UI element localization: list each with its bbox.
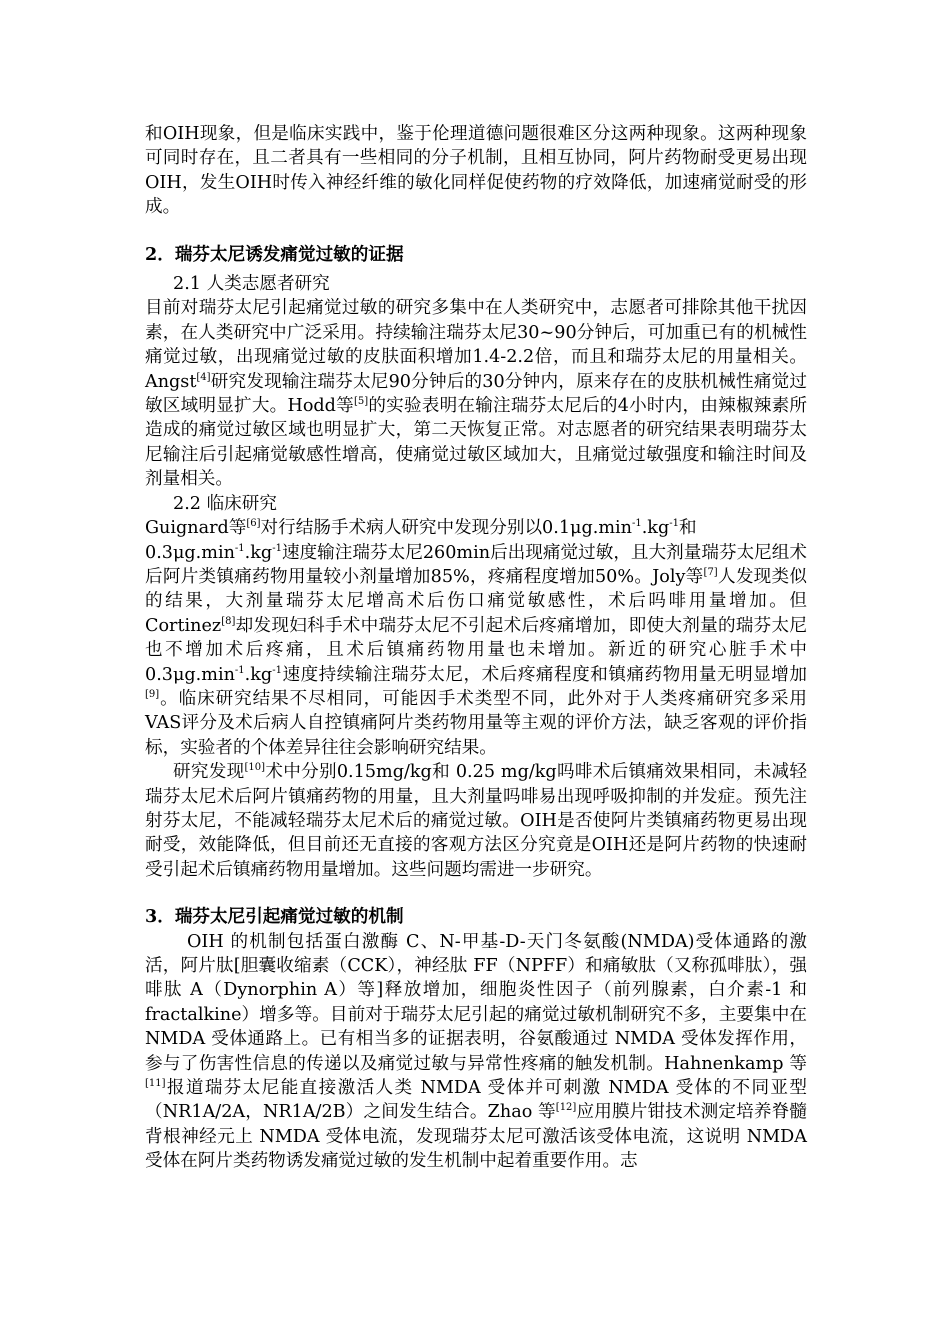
paragraph-clinical-research: Guignard等[6]对行结肠手术病人研究中发现分别以$0.1\mu g.\min^{-1}.kg^{-1}$和 $0.3\mu g.\min^{-1}.kg^{-1}$速度输注瑞芬太尼260min后出现痛觉过敏，且大剂量瑞芬太尼组术后阿片类镇痛药物用量较小剂量增加85%，疼痛程度增加50%。Joly等[7]人发现类似的结果，大剂量瑞芬太尼增高术后伤口痛觉敏感性，术后吗啡用量增加。但Cortinez[8]却发现妇科手术中瑞芬太尼不引起术后疼痛增加，即使大剂量的瑞芬太尼也不增加术后疼痛，且术后镇痛药物用量也未增加。新近的研究心脏手术中$0.3\mu g.\min^{-1}.kg^{-1}$速度持续输注瑞芬太尼，术后疼痛程度和镇痛药物用量无明显增加[9]。临床研究结果不尽相同，可能因手术类型不同，此外对于人类疼痛研究多采用VAS评分及术后病人自控镇痛阿片类药物用量等主观的评价方法，缺乏客观的评价指标，实验者的个体差异往往会影响研究结果。 [145, 518, 807, 758]
citation-8: [8] [221, 615, 236, 627]
citation-10: [10] [244, 762, 266, 774]
section-2-heading: 2．瑞芬太尼诱发痛觉过敏的证据 [145, 243, 404, 265]
paragraph-volunteer-research: 目前对瑞芬太尼引起痛觉过敏的研究多集中在人类研究中，志愿者可排除其他干扰因素，在人类研究中广泛采用。持续输注瑞芬太尼30~90分钟后，可加重已有的机械性痛觉过敏，出现痛觉过敏的皮肤面积增加1.4-2.2倍，而且和瑞芬太尼的用量相关。Angst[4]研究发现输注瑞芬太尼90分钟后的30分钟内，原来存在的皮肤机械性痛觉过敏区域明显扩大。Hodd等[5]的实验表明在输注瑞芬太尼后的4小时内，由辣椒辣素所造成的痛觉过敏区域也明显扩大，第二天恢复正常。对志愿者的研究结果表明瑞芬太尼输注后引起痛觉敏感性增高，使痛觉过敏区域加大，且痛觉过敏强度和输注时间及剂量相关。 [145, 298, 807, 490]
citation-12: [12] [555, 1102, 577, 1114]
citation-7: [7] [703, 567, 718, 579]
paragraph-mechanism: OIH 的机制包括蛋白激酶 C、N-甲基-D-天门冬氨酸(NMDA)受体通路的激活，阿片肽[胆囊收缩素（CCK），神经肽 FF（NPFF）和痛敏肽（又称孤啡肽），强啡肽 A（Dynorphin A）等]释放增加，细胞炎性因子（前列腺素，白介素-1 和 fractalkine）增多等。目前对于瑞芬太尼引起的痛觉过敏机制研究不多，主要集中在 NMDA 受体通路上。已有相当多的证据表明，谷氨酸通过 NMDA 受体发挥作用，参与了伤害性信息的传递以及痛觉过敏与异常性疼痛的触发机制。Hahnenkamp 等[11]报道瑞芬太尼能直接激活人类 NMDA 受体并可刺激 NMDA 受体的不同亚型（NR1A/2A，NR1A/2B）之间发生结合。Zhao 等[12]应用膜片钳技术测定培养脊髓背根神经元上 NMDA 受体电流，发现瑞芬太尼可激活该受体电流，这说明 NMDA 受体在阿片类药物诱发痛觉过敏的发生机制中起着重要作用。志 [145, 931, 807, 1172]
citation-4: [4] [196, 371, 211, 383]
paragraph-intro: 和OIH现象，但是临床实践中，鉴于伦理道德问题很难区分这两种现象。这两种现象可同时存在，且二者具有一些相同的分子机制，且相互协同，阿片药物耐受更易出现OIH，发生OIH时传入神经纤维的敏化同样促使药物的疗效降低，加速痛觉耐受的形成。 [145, 124, 807, 218]
paragraph-research-findings: 研究发现[10]术中分别0.15mg/kg和 0.25 mg/kg吗啡术后镇痛效果相同，未减轻瑞芬太尼术后阿片镇痛药物的用量，且大剂量吗啡易出现呼吸抑制的并发症。预先注射芬太尼，不能减轻瑞芬太尼术后的痛觉过敏。OIH是否使阿片类镇痛药物更易出现耐受，效能降低，但目前还无直接的客观方法区分究竟是OIH还是阿片药物的快速耐受引起术后镇痛药物用量增加。这些问题均需进一步研究。 [145, 762, 807, 880]
citation-6: [6] [246, 518, 261, 530]
citation-9: [9] [145, 689, 160, 701]
document-page [145, 122, 807, 1174]
citation-5: [5] [353, 396, 369, 408]
subsection-2-2-heading: 2.2 临床研究 [173, 493, 277, 514]
section-3-heading: 3．瑞芬太尼引起痛觉过敏的机制 [145, 906, 404, 928]
subsection-2-1-heading: 2.1 人类志愿者研究 [173, 274, 330, 295]
citation-11: [11] [145, 1078, 166, 1090]
